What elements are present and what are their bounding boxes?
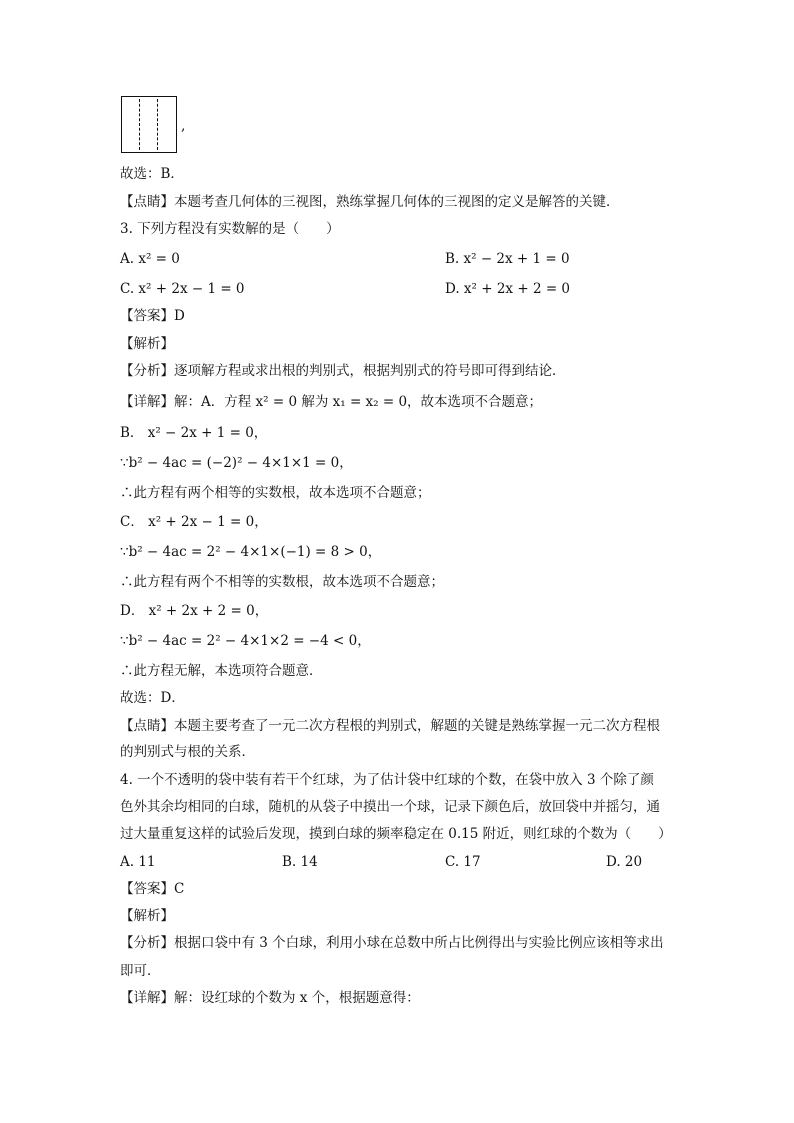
q3-step: ∵b² − 4ac = 2² − 4×1×(−1) = 8 > 0， bbox=[120, 544, 382, 560]
question-4-stem: 4. 一个不透明的袋中装有若干个红球，为了估计袋中红球的个数，在袋中放入 3 个除了颜 bbox=[120, 772, 654, 788]
q3-step: D． x² + 2x + 2 = 0， bbox=[120, 603, 269, 619]
q3-detail: 【详解】解：A．方程 x² = 0 解为 x₁ = x₂ = 0，故本选项不合题意； bbox=[120, 394, 543, 410]
comment-line: 【点睛】本题考查几何体的三视图，熟练掌握几何体的三视图的定义是解答的关键． bbox=[120, 194, 620, 210]
q4-answer: 【答案】C bbox=[120, 881, 185, 897]
q4-detail: 【详解】解：设红球的个数为 x 个，根据题意得： bbox=[120, 990, 420, 1006]
q3-step: ∴此方程有两个不相等的实数根，故本选项不合题意； bbox=[120, 574, 444, 590]
choice-line: 故选：B． bbox=[120, 166, 184, 182]
q3-comment: 的判别式与根的关系． bbox=[120, 744, 255, 760]
q3-step: B． x² − 2x + 1 = 0， bbox=[120, 425, 268, 441]
three-view-figure bbox=[121, 96, 177, 153]
question-4-stem: 过大量重复这样的试验后发现，摸到白球的频率稳定在 0.15 附近，则红球的个数为（ ） bbox=[120, 826, 672, 842]
hidden-edge-line bbox=[139, 99, 140, 150]
q3-analysis: 【分析】逐项解方程或求出根的判别式，根据判别式的符号即可得到结论． bbox=[120, 363, 566, 379]
q3-step: C． x² + 2x − 1 = 0， bbox=[120, 514, 268, 530]
q3-option-b: B. x² − 2x + 1 = 0 bbox=[445, 251, 570, 267]
question-3-stem: 3. 下列方程没有实数解的是（ ） bbox=[120, 221, 340, 237]
q3-step: ∵b² − 4ac = 2² − 4×1×2 = −4 < 0， bbox=[120, 633, 371, 649]
question-4-stem: 色外其余均相同的白球，随机的从袋子中摸出一个球，记录下颜色后，放回袋中并摇匀，通 bbox=[120, 799, 660, 815]
q4-analysis: 即可． bbox=[120, 963, 161, 979]
q3-choice: 故选：D． bbox=[120, 690, 185, 706]
q3-step: ∴此方程无解，本选项符合题意． bbox=[120, 663, 323, 679]
q3-comment: 【点睛】本题主要考查了一元二次方程根的判别式，解题的关键是熟练掌握一元二次方程根 bbox=[120, 718, 660, 734]
q3-step: ∴此方程有两个相等的实数根，故本选项不合题意； bbox=[120, 485, 431, 501]
figure-comma: , bbox=[181, 118, 186, 134]
q4-option-a: A. 11 bbox=[120, 854, 156, 870]
q3-analysis-heading: 【解析】 bbox=[120, 336, 174, 352]
q3-option-a: A. x² = 0 bbox=[120, 251, 180, 267]
q4-analysis: 【分析】根据口袋中有 3 个白球，利用小球在总数中所占比例得出与实验比例应该相等求出 bbox=[120, 935, 664, 951]
q4-option-c: C. 17 bbox=[445, 854, 481, 870]
q3-option-c: C. x² + 2x − 1 = 0 bbox=[120, 281, 245, 297]
q4-option-d: D. 20 bbox=[606, 854, 643, 870]
q3-option-d: D. x² + 2x + 2 = 0 bbox=[445, 281, 571, 297]
hidden-edge-line bbox=[157, 99, 158, 150]
q4-analysis-heading: 【解析】 bbox=[120, 908, 174, 924]
q3-step: ∵b² − 4ac = (−2)² − 4×1×1 = 0， bbox=[120, 455, 353, 471]
q3-answer: 【答案】D bbox=[120, 308, 185, 324]
q4-option-b: B. 14 bbox=[282, 854, 318, 870]
